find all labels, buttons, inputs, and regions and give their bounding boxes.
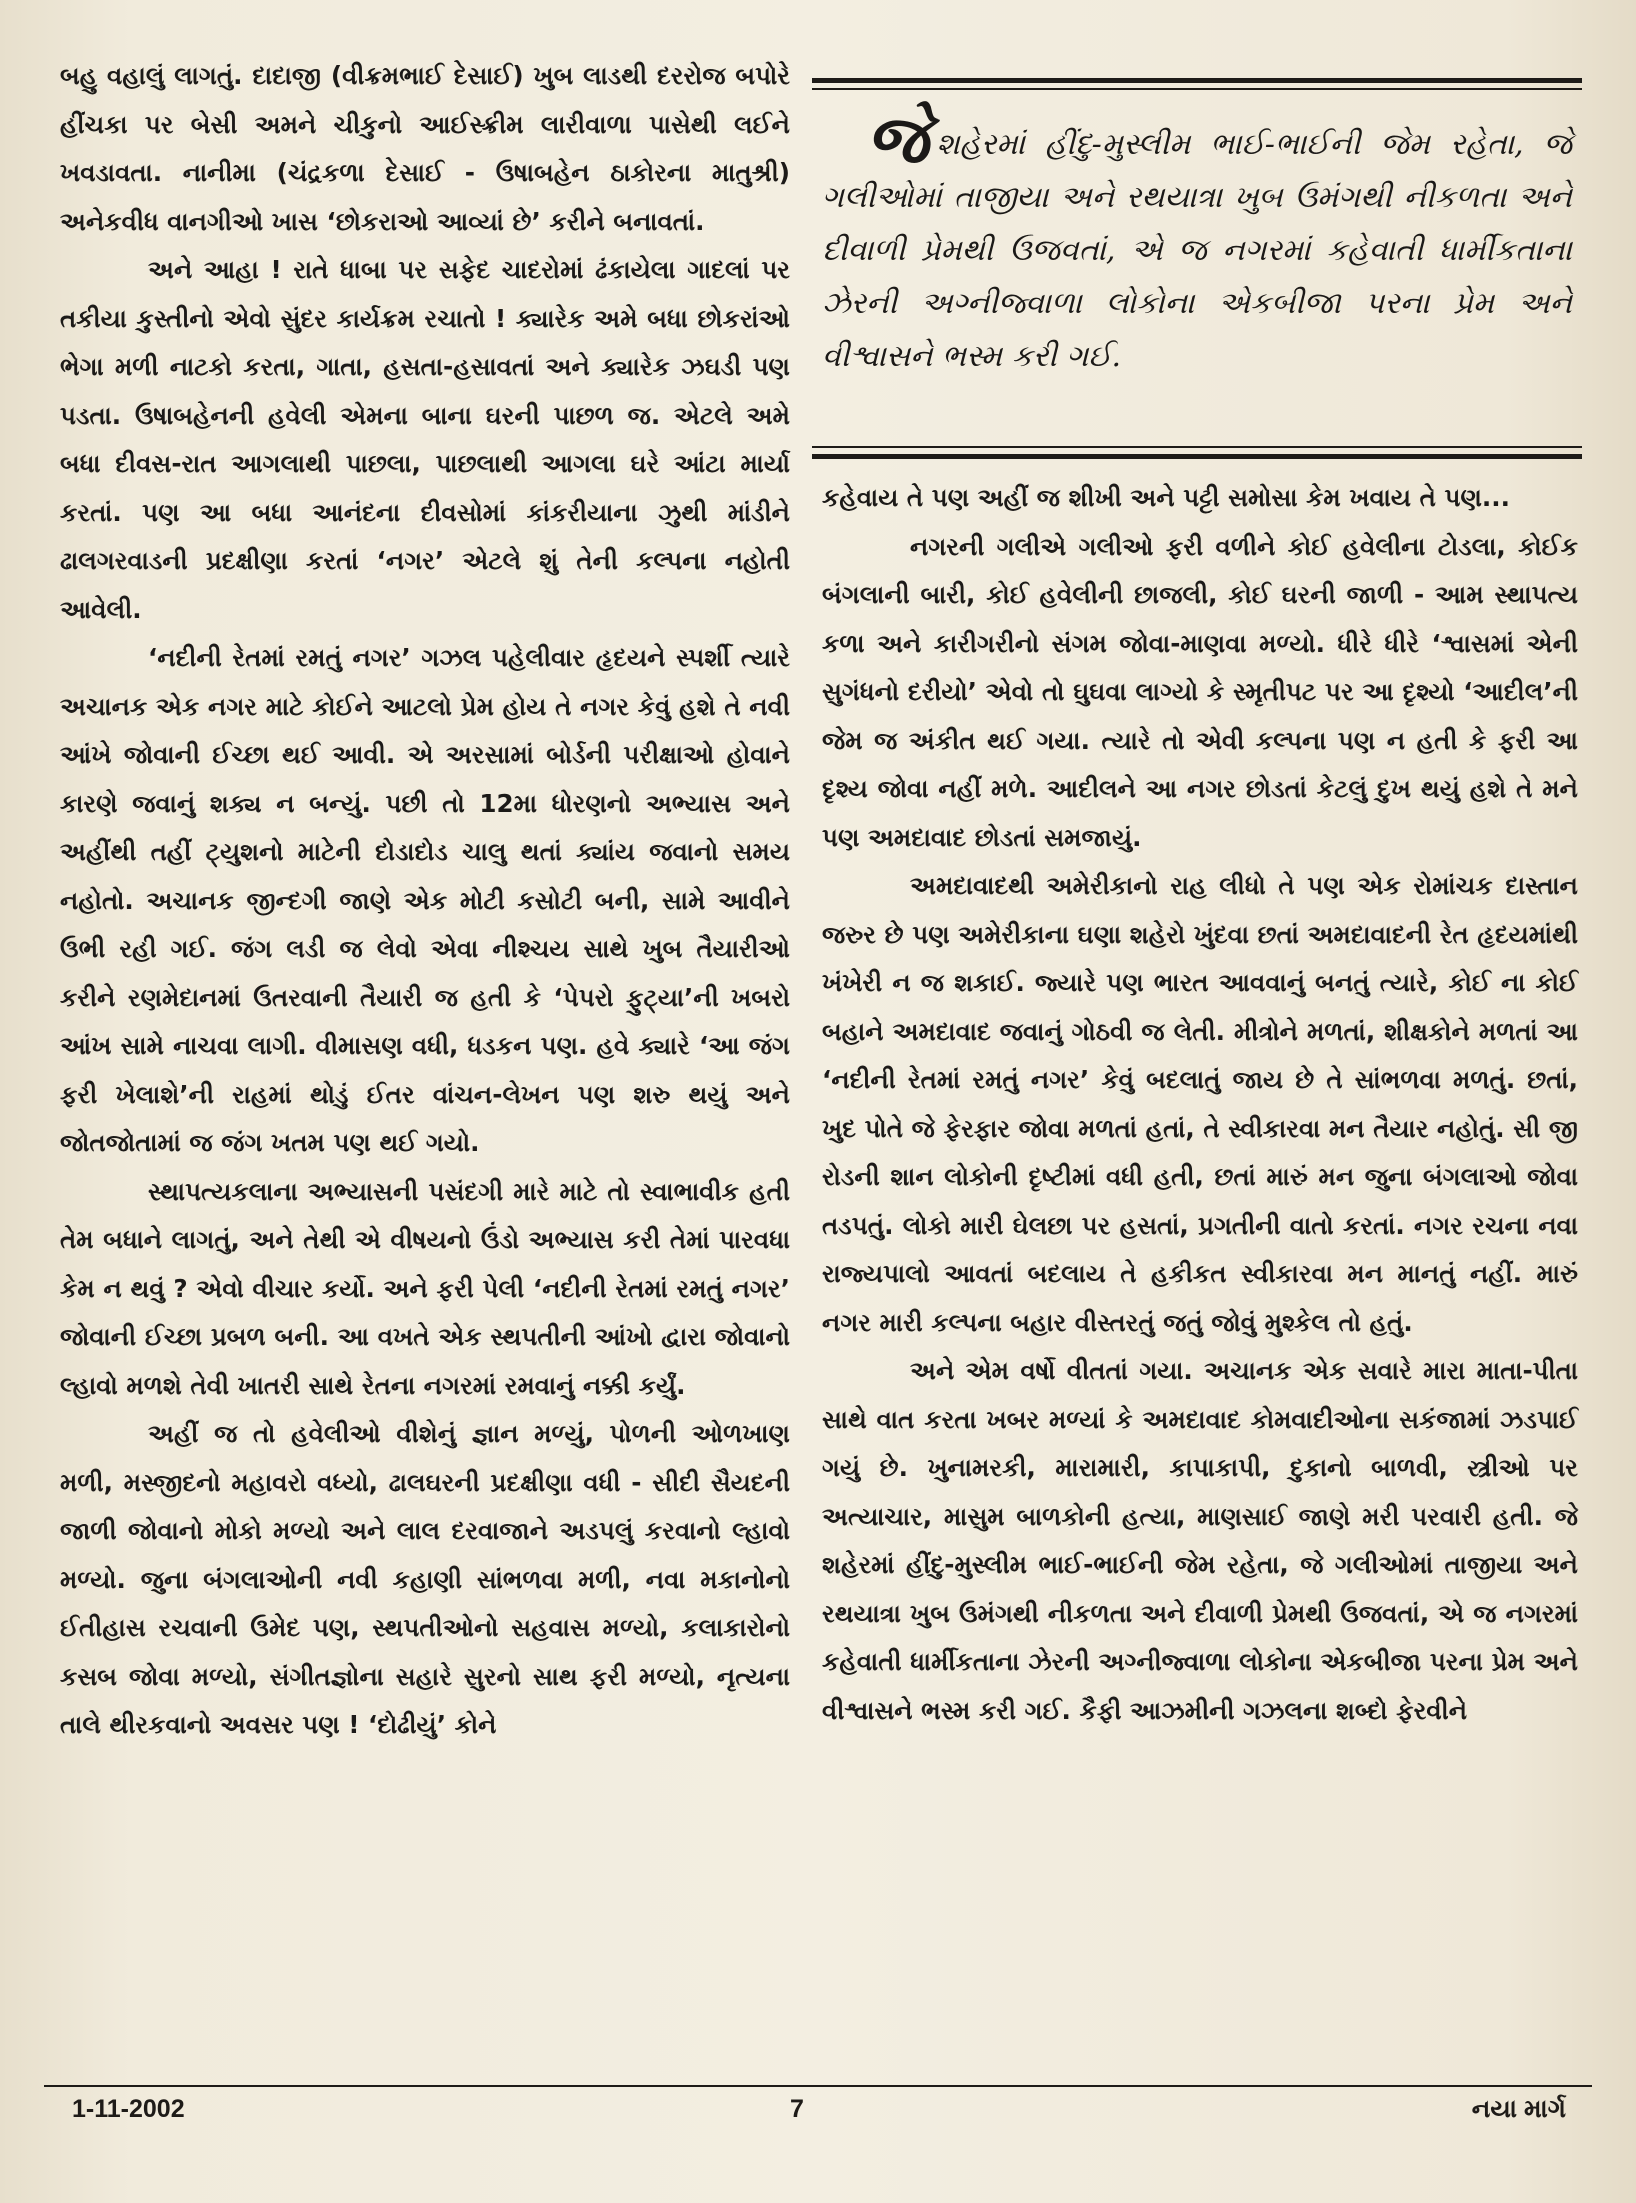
right-paragraph-3: અમદાવાદથી અમેરીકાનો રાહ લીધો તે પણ એક રોમાંચક દાસ્તાન જરુર છે પણ અમેરીકાના ઘણા શહેરો ખુંદવા છતાં અમદાવાદની રેત હૃદયમાંથી ખંખેરી ન જ શકાઈ. જ્યારે પણ ભારત આવવાનું બનતું ત્યારે, કોઈ ના કોઈ બહાને અમદાવાદ જવાનું ગોઠવી જ લેતી. મીત્રોને મળતાં, શીક્ષકોને મળતાં આ ‘નદીની રેતમાં રમતું નગર’ કેવું બદલાતું જાય છે તે સાંભળવા મળતું. છતાં, ખુદ પોતે જે ફેરફાર જોવા મળતાં હતાં, તે સ્વીકારવા મન તૈયાર નહોતું. સી જી રોડની શાન લોકોની દૃષ્ટીમાં વધી હતી, છતાં મારું મન જુના બંગલાઓ જોવા તડપતું. લોકો મારી ઘેલછા પર હસતાં, પ્રગતીની વાતો કરતાં. નગર રચના નવા રાજ્યપાલો આવતાં બદલાય તે હકીકત સ્વીકારવા મન માનતું નહીં. મારું નગર મારી કલ્પના બહાર વીસ્તરતું જતું જોવું મુશ્કેલ તો હતું. [822,871,1578,1337]
left-column [60,52,790,1750]
left-paragraph-2: અને આહા ! રાતે ધાબા પર સફેદ ચાદરોમાં ઢંકાયેલા ગાદલાં પર તકીયા કુસ્તીનો એવો સુંદર કાર્યક્રમ રચાતો ! ક્યારેક અમે બધા છોકરાંઓ ભેગા મળી નાટકો કરતા, ગાતા, હસતા-હસાવતાં અને ક્યારેક ઝઘડી પણ પડતા. ઉષાબહેનની હવેલી એમના બાના ઘરની પાછળ જ. એટલે અમે બધા દીવસ-રાત આગલાથી પાછલા, પાછલાથી આગલા ઘરે આંટા માર્યા કરતાં. પણ આ બધા આનંદના દીવસોમાં કાંકરીયાના ઝુથી માંડીને ઢાલગરવાડની પ્રદક્ષીણા કરતાં ‘નગર’ એટલે શું તેની કલ્પના નહોતી આવેલી. [60,255,790,624]
footer-rule [44,2085,1592,2087]
left-paragraph-3: ‘નદીની રેતમાં રમતું નગર’ ગઝલ પહેલીવાર હૃદયને સ્પર્શી ત્યારે અચાનક એક નગર માટે કોઈને આટલો પ્રેમ હોય તે નગર કેવું હશે તે નવી આંખે જોવાની ઈચ્છા થઈ આવી. એ અરસામાં બોર્ડની પરીક્ષાઓ હોવાને કારણે જવાનું શક્ય ન બન્યું. પછી તો 12મા ધોરણનો અભ્યાસ અને અહીંથી તહીં ટ્યુશનો માટેની દોડાદોડ ચાલુ થતાં ક્યાંય જવાનો સમય નહોતો. અચાનક જીન્દગી જાણે એક મોટી કસોટી બની, સામે આવીને ઉભી રહી ગઈ. જંગ લડી જ લેવો એવા નીશ્ચય સાથે ખુબ તૈયારીઓ કરીને રણમેદાનમાં ઉતરવાની તૈયારી જ હતી કે ‘પેપરો ફુટ્યા’ની ખબરો આંખ સામે નાચવા લાગી. વીમાસણ વધી, ધડકન પણ. હવે ક્યારે ‘આ જંગ ફરી ખેલાશે’ની રાહમાં થોડું ઈતર વાંચન-લેખન પણ શરુ થયું અને જોતજોતામાં જ જંગ ખતમ પણ થઈ ગયો. [60,643,790,1157]
page-number: 7 [790,2095,804,2123]
right-paragraph-2: નગરની ગલીએ ગલીઓ ફરી વળીને કોઈ હવેલીના ટોડલા, કોઈક બંગલાની બારી, કોઈ હવેલીની છાજલી, કોઈ ઘરની જાળી - આમ સ્થાપત્ય કળા અને કારીગરીનો સંગમ જોવા-માણવા મળ્યો. ધીરે ધીરે ‘શ્વાસમાં એની સુગંધનો દરીયો’ એવો તો ઘુઘવા લાગ્યો કે સ્મૃતીપટ પર આ દૃશ્યો ‘આદીલ’ની જેમ જ અંકીત થઈ ગયા. ત્યારે તો એવી કલ્પના પણ ન હતી કે ફરી આ દૃશ્ય જોવા નહીં મળે. આદીલને આ નગર છોડતાં કેટલું દુખ થયું હશે તે મને પણ અમદાવાદ છોડતાં સમજાયું. [822,531,1578,852]
right-paragraph-1: કહેવાય તે પણ અહીં જ શીખી અને પટ્ટી સમોસા કેમ ખવાય તે પણ... [822,483,1510,512]
left-paragraph-4: સ્થાપત્યકલાના અભ્યાસની પસંદગી મારે માટે તો સ્વાભાવીક હતી તેમ બધાને લાગતું, અને તેથી એ વીષયનો ઉંડો અભ્યાસ કરી તેમાં પારવધા કેમ ન થવું ? એવો વીચાર કર્યો. અને ફરી પેલી ‘નદીની રેતમાં રમતું નગર’ જોવાની ઈચ્છા પ્રબળ બની. આ વખતે એક સ્થપતીની આંખો દ્વારા જોવાનો લ્હાવો મળશે તેવી ખાતરી સાથે રેતના નગરમાં રમવાનું નક્કી કર્યું. [60,1176,790,1400]
pull-quote-body: શહેરમાં હીંદુ-મુસ્લીમ ભાઈ-ભાઈની જેમ રહેતા, જે ગલીઓમાં તાજીયા અને રથયાત્રા ખુબ ઉમંગથી નીકળતા અને દીવાળી પ્રેમથી ઉજવતાં, એ જ નગરમાં કહેવાતી ધાર્મીકતાના ઝેરની અગ્નીજ્વાળા લોકોના એકબીજા પરના પ્રેમ અને વીશ્વાસને ભસ્મ કરી ગઈ. [822,127,1572,374]
magazine-name: નયા માર્ગ [1471,2095,1566,2123]
right-column [822,52,1578,1735]
right-paragraph-4: અને એમ વર્ષો વીતતાં ગયા. અચાનક એક સવારે મારા માતા-પીતા સાથે વાત કરતા ખબર મળ્યાં કે અમદાવાદ કોમવાદીઓના સકંજામાં ઝડપાઈ ગયું છે. ખુનામરકી, મારામારી, કાપાકાપી, દુકાનો બાળવી, સ્ત્રીઓ પર અત્યાચાર, માસુમ બાળકોની હત્યા, માણસાઈ જાણે મરી પરવારી હતી. જે શહેરમાં હીંદુ-મુસ્લીમ ભાઈ-ભાઈની જેમ રહેતા, જે ગલીઓમાં તાજીયા અને રથયાત્રા ખુબ ઉમંગથી નીકળતા અને દીવાળી પ્રેમથી ઉજવતાં, એ જ નગરમાં કહેવાતી ધાર્મીકતાના ઝેરની અગ્નીજ્વાળા લોકોના એકબીજા પરના પ્રેમ અને વીશ્વાસને ભસ્મ કરી ગઈ. કૈફી આઝમીની ગઝલના શબ્દો ફેરવીને [822,1356,1578,1725]
left-paragraph-5: અહીં જ તો હવેલીઓ વીશેનું જ્ઞાન મળ્યું, પોળની ઓળખાણ મળી, મસ્જીદનો મહાવરો વધ્યો, ઢાલઘરની પ્રદક્ષીણા વધી - સીદી સૈયદની જાળી જોવાનો મોકો મળ્યો અને લાલ દરવાજાને અડપલું કરવાનો લ્હાવો મળ્યો. જુના બંગલાઓની નવી કહાણી સાંભળવા મળી, નવા મકાનોનો ઈતીહાસ રચવાની ઉમેદ પણ, સ્થપતીઓનો સહવાસ મળ્યો, કલાકારોનો કસબ જોવા મળ્યો, સંગીતજ્ઞોના સહારે સુરનો સાથ ફરી મળ્યો, નૃત્યના તાલે થીરકવાનો અવસર પણ ! ‘દોઢીયું’ કોને [60,1419,790,1739]
left-paragraph-1: બહુ વહાલું લાગતું. દાદાજી (વીક્રમભાઈ દેસાઈ) ખુબ લાડથી દરરોજ બપોરે હીંચકા પર બેસી અમને ચીકુનો આઈસ્ક્રીમ લારીવાળા પાસેથી લઈને ખવડાવતા. નાનીમા (ચંદ્રકળા દેસાઈ - ઉષાબહેન ઠાકોરના માતુશ્રી) અનેકવીધ વાનગીઓ ખાસ ‘છોકરાઓ આવ્યાં છે’ કરીને બનાવતાં. [60,61,790,236]
footer-date: 1-11-2002 [72,2095,185,2123]
pull-quote-dropcap: જે [866,100,929,178]
